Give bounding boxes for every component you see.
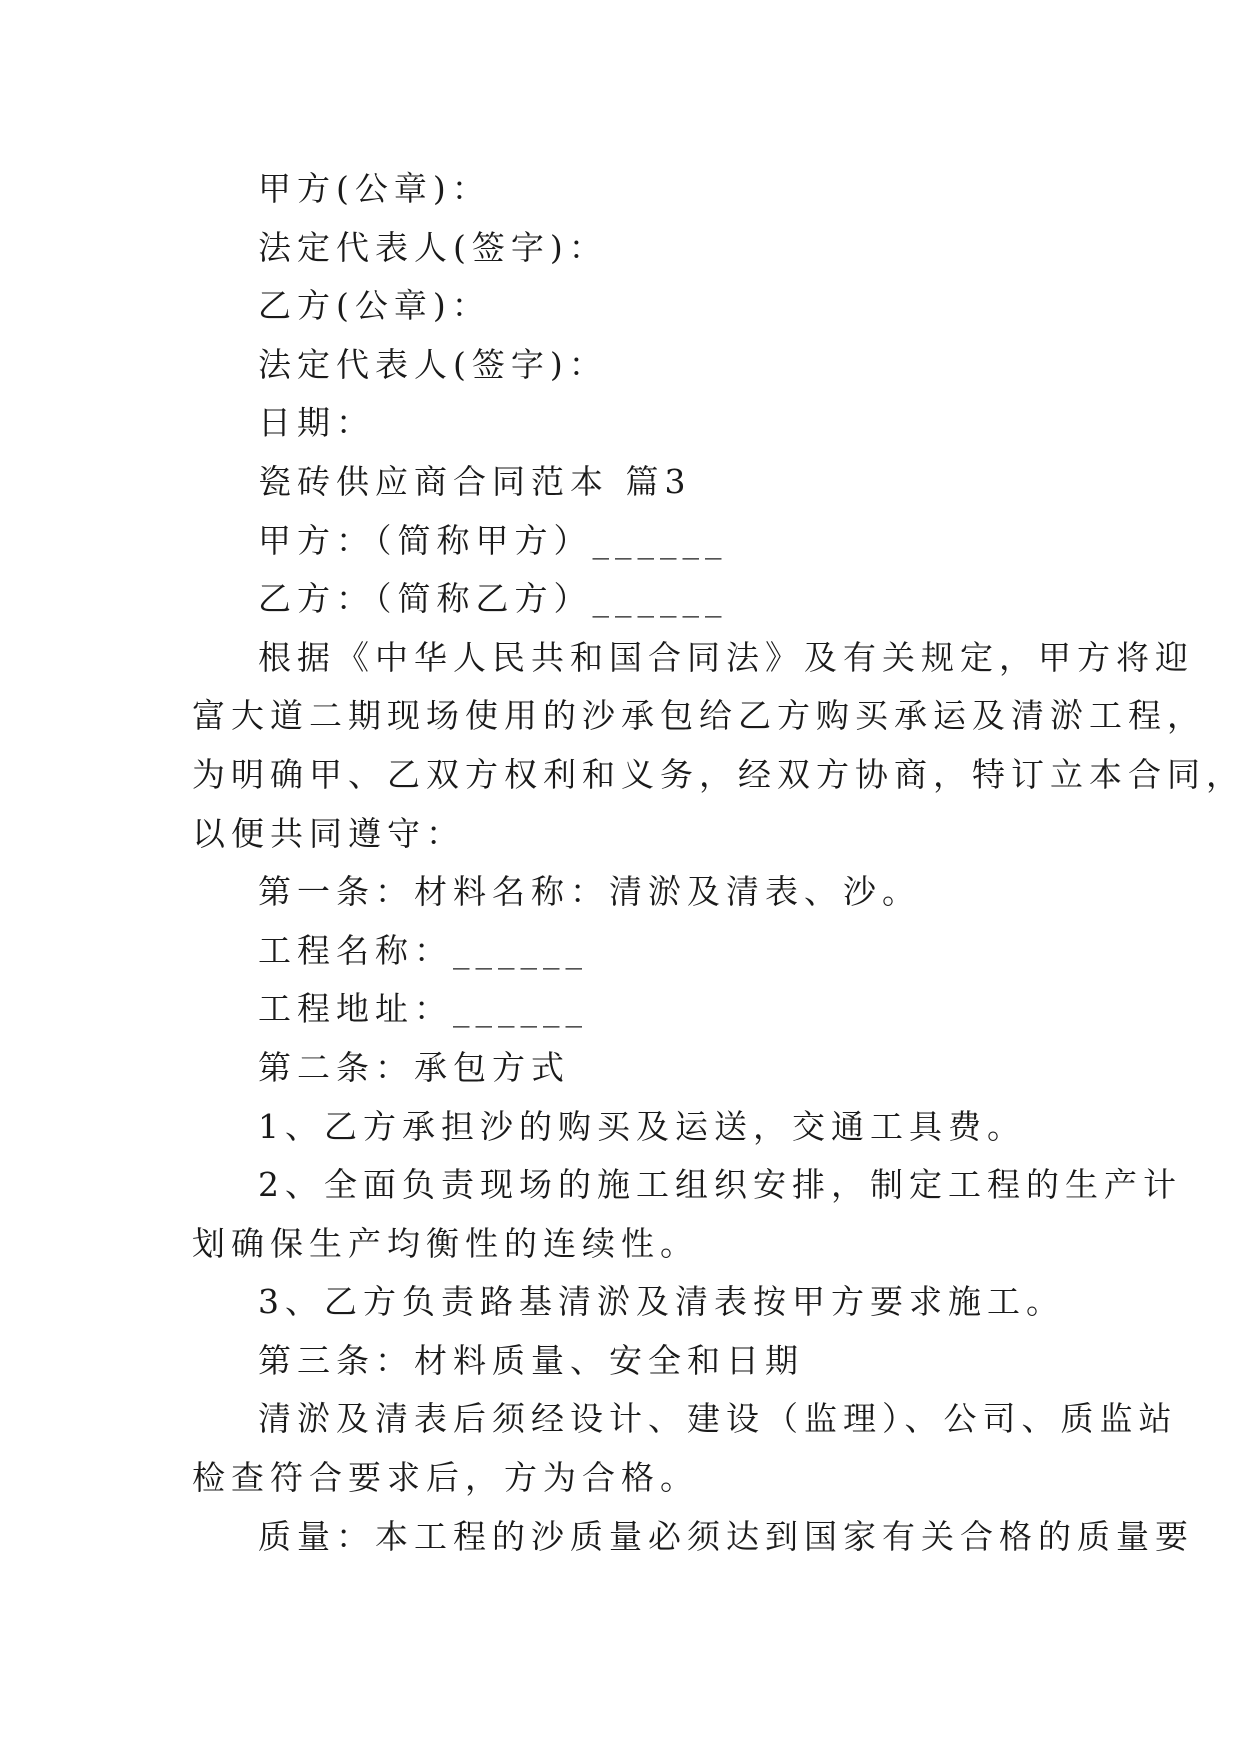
article-3-paragraph-line-1: 清淤及清表后须经设计、建设（监理）、公司、质监站: [258, 1399, 1178, 1439]
article-3-heading: 第三条：材料质量、安全和日期: [258, 1340, 804, 1380]
article-3-paragraph-line-2: 检查符合要求后，方为合格。: [192, 1458, 699, 1498]
intro-paragraph-line-3: 为明确甲、乙双方权利和义务，经双方协商，特订立本合同，: [192, 754, 1245, 794]
party-a-representative-line: 法定代表人(签字)：: [258, 227, 608, 267]
section-title: 瓷砖供应商合同范本 篇3: [258, 461, 692, 501]
project-name-line: 工程名称：______: [258, 930, 588, 970]
party-a-name-line: 甲方：（简称甲方）______: [258, 520, 728, 560]
article-2-item-2-line-1: 2、全面负责现场的施工组织安排，制定工程的生产计: [258, 1165, 1182, 1205]
intro-paragraph-line-2: 富大道二期现场使用的沙承包给乙方购买承运及清淤工程，: [192, 696, 1206, 736]
article-1-line: 第一条：材料名称：清淤及清表、沙。: [258, 872, 921, 912]
quality-paragraph-line-1: 质量：本工程的沙质量必须达到国家有关合格的质量要: [258, 1516, 1194, 1556]
intro-paragraph-line-4: 以便共同遵守：: [192, 813, 465, 853]
party-b-representative-line: 法定代表人(签字)：: [258, 344, 608, 384]
article-2-heading: 第二条：承包方式: [258, 1047, 570, 1087]
party-a-seal-line: 甲方(公章)：: [258, 169, 491, 208]
date-line: 日期：: [258, 403, 375, 443]
intro-paragraph-line-1: 根据《中华人民共和国合同法》及有关规定，甲方将迎: [258, 637, 1194, 677]
project-address-line: 工程地址：______: [258, 989, 588, 1029]
party-b-seal-line: 乙方(公章)：: [258, 286, 491, 326]
party-b-name-line: 乙方：（简称乙方）______: [258, 579, 728, 619]
article-2-item-2-line-2: 划确保生产均衡性的连续性。: [192, 1223, 699, 1263]
article-2-item-1: 1、乙方承担沙的购买及运送，交通工具费。: [258, 1106, 1026, 1146]
document-body: [192, 160, 1245, 1566]
article-2-item-3: 3、乙方负责路基清淤及清表按甲方要求施工。: [258, 1282, 1065, 1322]
